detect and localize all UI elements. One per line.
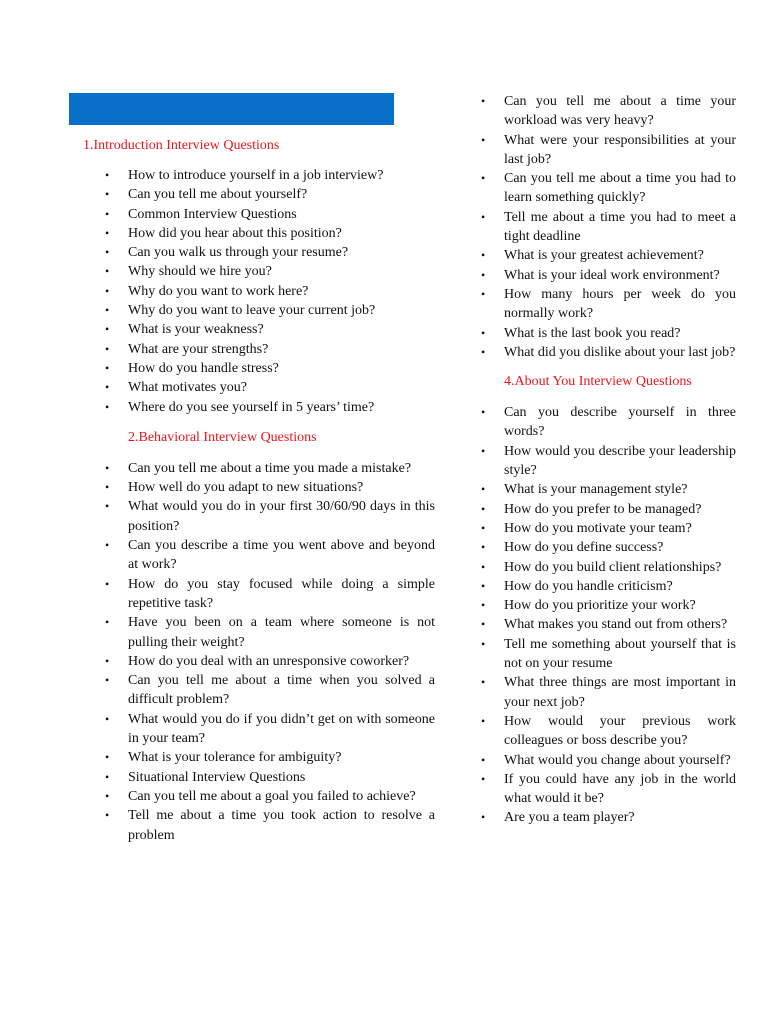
bullet-icon: • [481, 540, 486, 555]
question-list-item [104, 536, 435, 575]
bullet-icon: • [481, 443, 486, 458]
question-text: How well do you adapt to new situations? [128, 480, 364, 496]
question-text: How do you prioritize your work? [504, 598, 696, 614]
question-text: What would you change about yourself? [504, 752, 731, 768]
bullet-icon: • [105, 788, 110, 803]
question-text: How many hours per week do you normally work? [504, 286, 736, 322]
bullet-icon: • [481, 617, 486, 632]
question-text: Why do you want to leave your current job? [128, 303, 376, 319]
left-column [104, 166, 435, 845]
question-list-item [480, 751, 736, 770]
question-list-item [480, 246, 736, 265]
question-list-item [480, 577, 736, 596]
bullet-icon: • [105, 711, 110, 726]
question-list-item [104, 613, 435, 652]
question-list-item [104, 282, 435, 301]
bullet-icon: • [105, 750, 110, 765]
question-list-item [480, 480, 736, 499]
about-you-question-list [480, 403, 736, 828]
bullet-icon: • [105, 322, 110, 337]
question-list-item [104, 378, 435, 397]
bullet-icon: • [481, 132, 486, 147]
question-text: How do you prefer to be managed? [504, 501, 702, 517]
question-text: What were your responsibilities at your last job? [504, 132, 736, 167]
question-text: What did you dislike about your last job? [504, 344, 736, 360]
question-list-item [480, 343, 736, 362]
question-list-item [104, 768, 435, 787]
question-list-item [104, 575, 435, 614]
question-list-item [104, 185, 435, 204]
question-list-item [104, 748, 435, 767]
question-text: Situational Interview Questions [128, 769, 306, 785]
bullet-icon: • [105, 576, 110, 591]
question-text: How do you build client relationships? [504, 559, 722, 575]
bullet-icon: • [481, 286, 486, 301]
question-list-item [104, 459, 435, 478]
question-text: What are your strengths? [128, 341, 269, 357]
question-text: How do you stay focused while doing a simple repetitive task? [128, 576, 435, 611]
question-text: Can you describe a time you went above and beyond at work? [128, 538, 435, 573]
question-text: What is your weakness? [128, 322, 264, 338]
question-text: Can you tell me about a time when you solved a difficult problem? [128, 673, 435, 708]
bullet-icon: • [105, 480, 110, 495]
bullet-icon: • [105, 653, 110, 668]
question-text: How would you describe your leadership style? [504, 443, 736, 479]
question-list-item [104, 710, 435, 749]
question-text: Can you tell me about yourself? [128, 187, 308, 203]
introduction-question-list [104, 166, 435, 417]
question-list-item [104, 301, 435, 320]
question-list-item [480, 615, 736, 634]
bullet-icon: • [105, 360, 110, 375]
bullet-icon: • [481, 810, 486, 825]
bullet-icon: • [481, 171, 486, 186]
bullet-icon: • [481, 267, 486, 282]
question-list-item [480, 285, 736, 324]
question-list-item [104, 340, 435, 359]
bullet-icon: • [105, 499, 110, 514]
question-text: Can you tell me about a goal you failed to achieve? [128, 788, 416, 804]
bullet-icon: • [481, 520, 486, 535]
bullet-icon: • [481, 636, 486, 651]
behavioral-question-list [104, 459, 435, 845]
bullet-icon: • [105, 380, 110, 395]
question-list-item [480, 442, 736, 481]
bullet-icon: • [481, 578, 486, 593]
bullet-icon: • [481, 675, 486, 690]
question-list-item [104, 806, 435, 845]
question-list-item [104, 497, 435, 536]
question-text: Can you tell me about a time you had to learn something quickly? [504, 171, 736, 206]
question-list-item [104, 205, 435, 224]
question-list-item [480, 324, 736, 343]
bullet-icon: • [481, 405, 486, 420]
question-text: Can you describe yourself in three words? [504, 405, 736, 440]
question-list-item [104, 243, 435, 262]
question-text: Have you been on a team where someone is not pulling their weight? [128, 615, 435, 650]
question-text: What would you do in your first 30/60/90 days in this position? [128, 499, 435, 534]
bullet-icon: • [481, 501, 486, 516]
question-list-item [480, 519, 736, 538]
question-list-item [104, 478, 435, 497]
header-banner [69, 93, 394, 125]
question-text: How do you deal with an unresponsive coworker? [128, 653, 410, 669]
bullet-icon: • [481, 752, 486, 767]
question-list-item [104, 652, 435, 671]
bullet-icon: • [105, 808, 110, 823]
situational-question-list [480, 92, 736, 362]
question-list-item [480, 673, 736, 712]
bullet-icon: • [105, 769, 110, 784]
question-text: Why do you want to work here? [128, 283, 309, 299]
behavioral-section-title: 2.Behavioral Interview Questions [128, 429, 317, 445]
question-text: How do you handle stress? [128, 360, 279, 376]
question-list-item [480, 538, 736, 557]
question-list-item [480, 266, 736, 285]
bullet-icon: • [481, 248, 486, 263]
bullet-icon: • [105, 460, 110, 475]
question-text: How to introduce yourself in a job interview? [128, 168, 384, 183]
question-text: What is your greatest achievement? [504, 248, 704, 264]
bullet-icon: • [481, 598, 486, 613]
question-text: How did you hear about this position? [128, 225, 342, 241]
question-text: What is your ideal work environment? [504, 267, 720, 283]
question-text: Can you tell me about a time you made a mistake? [128, 460, 412, 476]
question-text: What is your management style? [504, 482, 688, 498]
bullet-icon: • [481, 94, 486, 108]
question-text: How do you handle criticism? [504, 578, 673, 594]
question-text: What would you do if you didn’t get on with someone in your team? [128, 711, 435, 747]
question-text: Tell me about a time you took action to resolve a problem [128, 808, 435, 843]
bullet-icon: • [481, 209, 486, 224]
question-list-item [480, 500, 736, 519]
question-list-item [104, 262, 435, 281]
question-list-item [480, 596, 736, 615]
introduction-section-title: 1.Introduction Interview Questions [83, 138, 280, 153]
question-text: What makes you stand out from others? [504, 617, 728, 633]
question-list-item [480, 169, 736, 208]
question-text: Tell me something about yourself that is not on your resume [504, 636, 736, 672]
question-text: Can you tell me about a time your workload was very heavy? [504, 94, 736, 129]
question-list-item [480, 635, 736, 674]
bullet-icon: • [481, 344, 486, 359]
question-text: Where do you see yourself in 5 years’ time? [128, 399, 375, 415]
bullet-icon: • [105, 538, 110, 553]
question-text: How would your previous work colleagues or boss describe you? [504, 713, 736, 749]
bullet-icon: • [105, 399, 110, 414]
about-you-section-title: 4.About You Interview Questions [504, 374, 692, 390]
question-list-item [104, 166, 435, 185]
question-list-item [480, 131, 736, 170]
question-list-item [480, 558, 736, 577]
question-list-item [480, 770, 736, 809]
bullet-icon: • [105, 264, 110, 279]
question-text: How do you define success? [504, 540, 664, 556]
question-text: What three things are most important in your next job? [504, 675, 736, 710]
question-text: How do you motivate your team? [504, 520, 692, 536]
question-text: Can you walk us through your resume? [128, 245, 349, 261]
question-text: Why should we hire you? [128, 264, 272, 280]
bullet-icon: • [481, 559, 486, 574]
bullet-icon: • [481, 713, 486, 728]
question-text: What is the last book you read? [504, 325, 681, 341]
question-text: What motivates you? [128, 380, 247, 396]
bullet-icon: • [105, 187, 110, 202]
bullet-icon: • [105, 283, 110, 298]
right-column [480, 92, 736, 828]
question-list-item [104, 224, 435, 243]
question-text: If you could have any job in the world what would it be? [504, 771, 736, 807]
bullet-icon: • [105, 303, 110, 318]
question-list-item [480, 92, 736, 131]
question-list-item [104, 787, 435, 806]
question-list-item [104, 320, 435, 339]
bullet-icon: • [105, 168, 110, 182]
bullet-icon: • [105, 615, 110, 630]
question-list-item [104, 359, 435, 378]
bullet-icon: • [105, 225, 110, 240]
bullet-icon: • [105, 673, 110, 688]
question-list-item [480, 208, 736, 247]
bullet-icon: • [481, 482, 486, 497]
bullet-icon: • [481, 325, 486, 340]
bullet-icon: • [105, 206, 110, 221]
question-list-item [480, 808, 736, 827]
bullet-icon: • [105, 245, 110, 260]
bullet-icon: • [105, 341, 110, 356]
question-list-item [104, 671, 435, 710]
question-text: Tell me about a time you had to meet a tight deadline [504, 209, 736, 245]
bullet-icon: • [481, 771, 486, 786]
question-list-item [480, 403, 736, 442]
question-text: Common Interview Questions [128, 206, 297, 222]
question-list-item [104, 398, 435, 417]
question-text: Are you a team player? [504, 810, 635, 826]
question-list-item [480, 712, 736, 751]
question-text: What is your tolerance for ambiguity? [128, 750, 342, 766]
